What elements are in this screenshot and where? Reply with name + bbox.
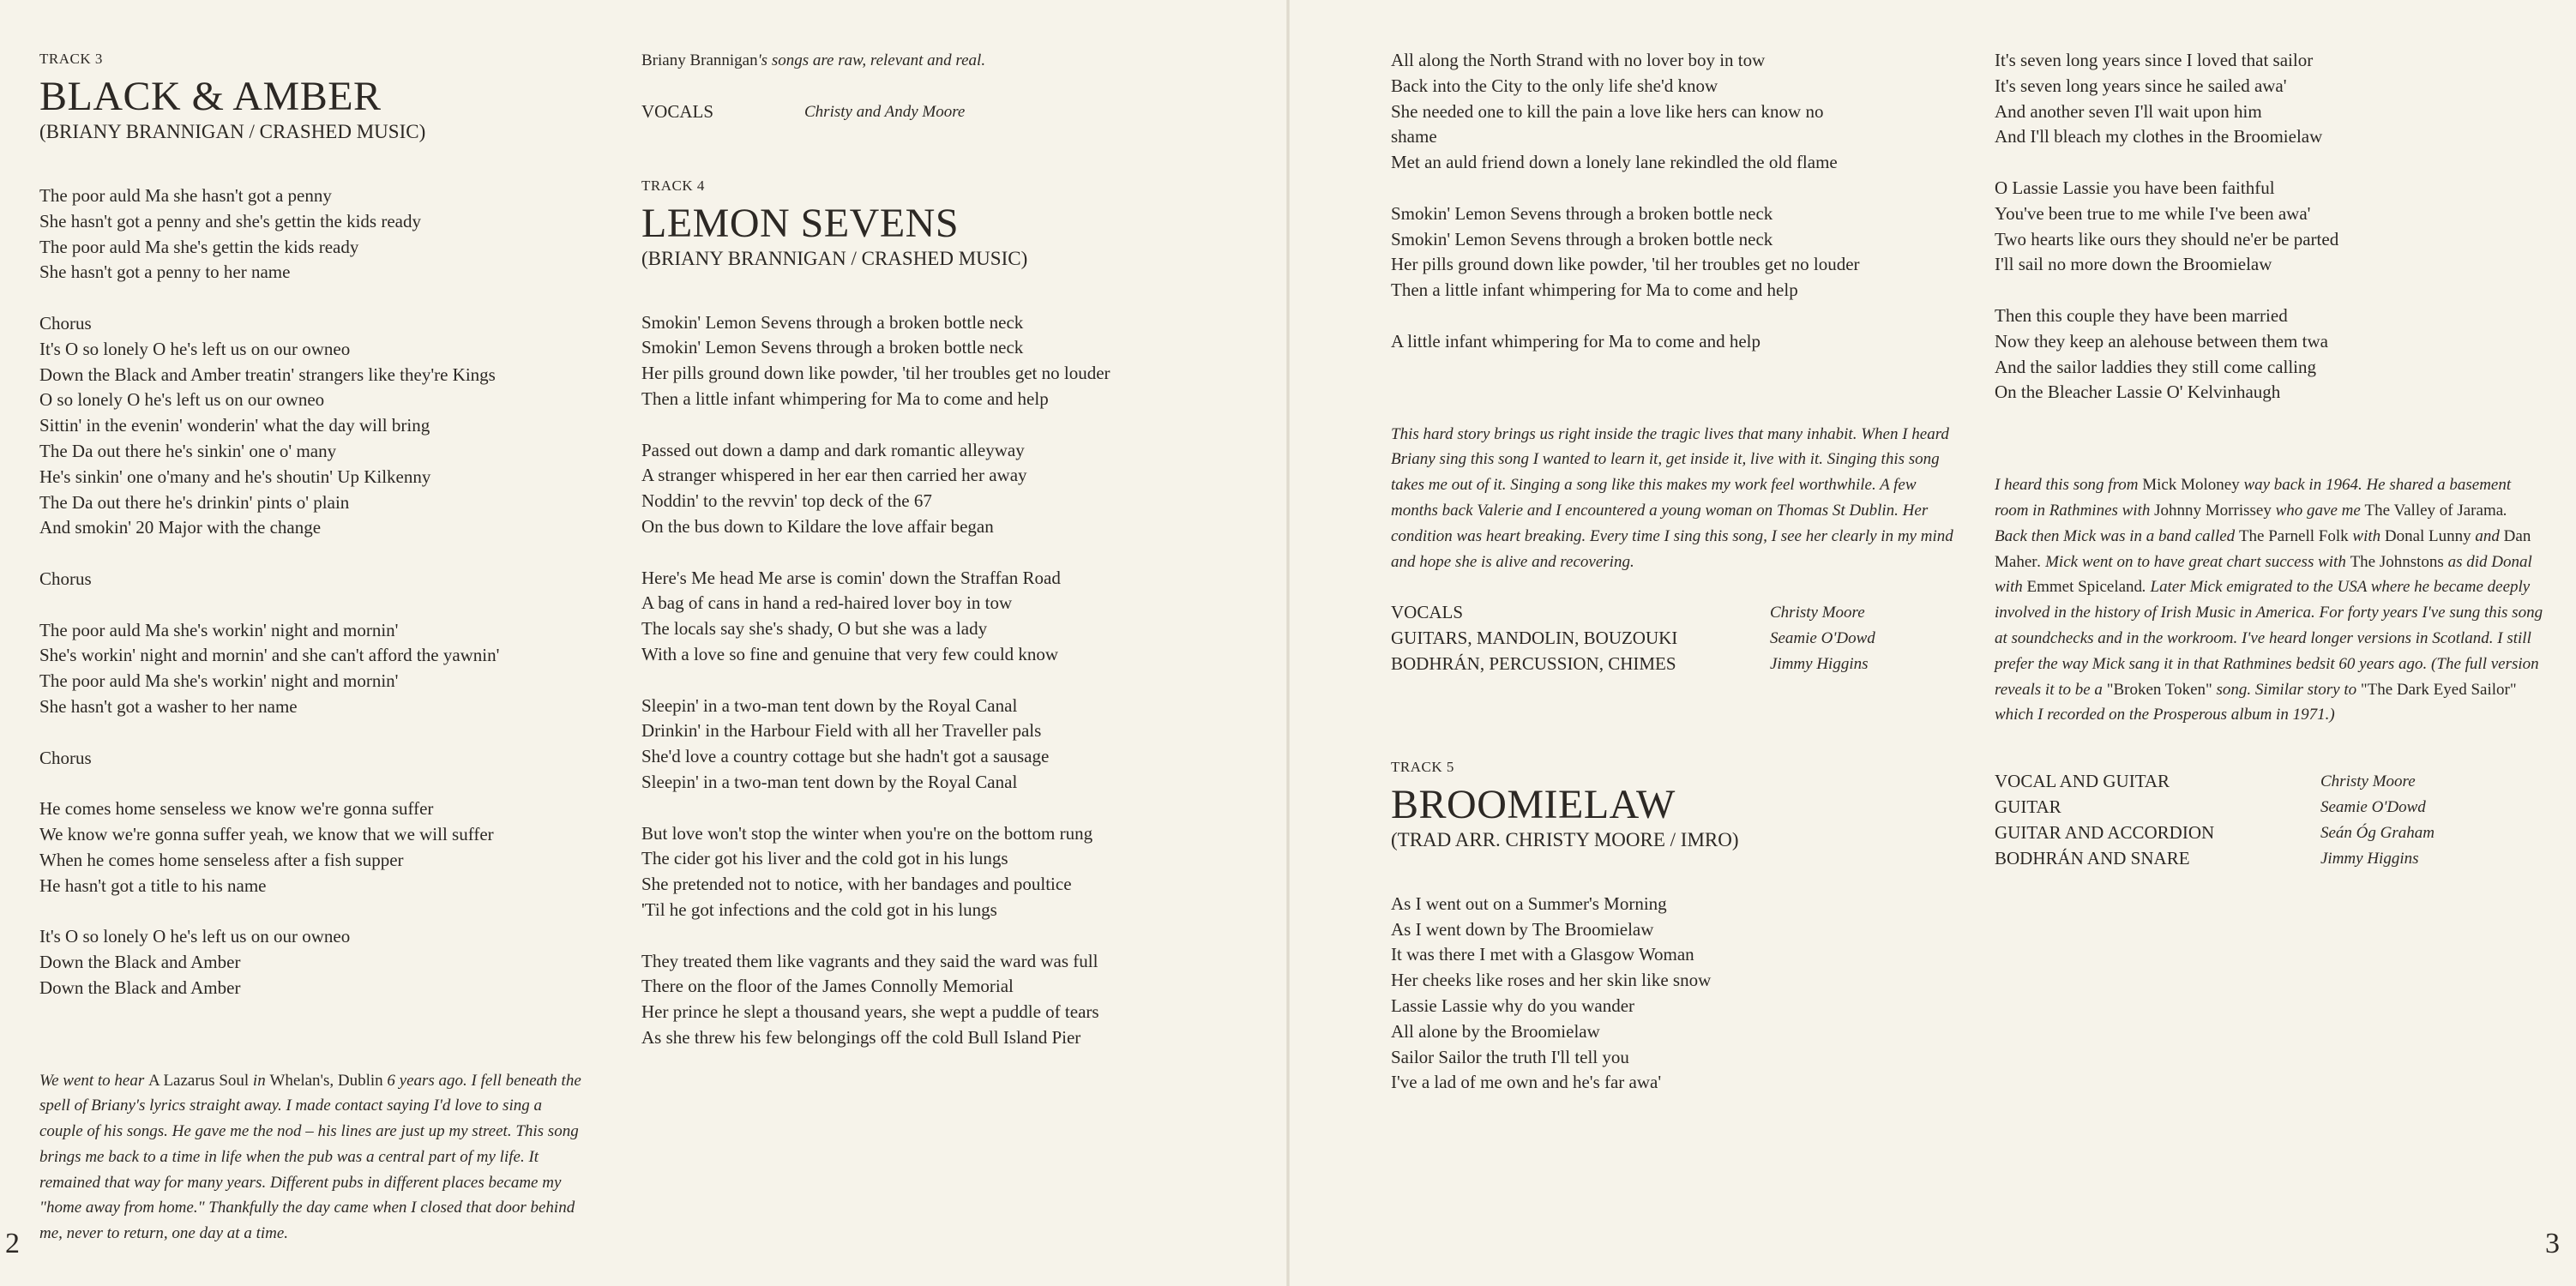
- lyric-line: As she threw his few belongings off the cold Bull Island Pier: [641, 1026, 1081, 1048]
- lyric-line: Lassie Lassie why do you wander: [1391, 995, 1635, 1016]
- lyric-line: But love won't stop the winter when you're on the bottom rung: [641, 822, 1093, 844]
- note-text: in: [249, 1071, 270, 1090]
- lyric-line: shame: [1391, 126, 1437, 147]
- lyric-line: Her pills ground down like powder, 'til her troubles get no louder: [1391, 254, 1860, 275]
- lyric-stanza: [641, 949, 1207, 1051]
- credit-row: [1391, 652, 1957, 677]
- lyric-line: As I went out on a Summer's Morning: [1391, 892, 1667, 914]
- lyric-line: 'Til he got infections and the cold got in his lungs: [641, 898, 997, 920]
- page-number-left: 2: [5, 1228, 20, 1259]
- track-5-credit: (TRAD ARR. CHRISTY MOORE / IMRO): [1391, 828, 1739, 850]
- lyric-line: We know we're gonna suffer yeah, we know that we will suffer: [39, 823, 494, 844]
- credit-role: VOCALS: [1391, 602, 1464, 623]
- lyric-line: O Lassie Lassie you have been faithful: [1995, 177, 2275, 198]
- lyric-stanza: [39, 924, 588, 1001]
- credit-role: GUITAR AND ACCORDION: [1995, 821, 2215, 843]
- credit-role: GUITAR: [1995, 796, 2061, 817]
- credit-row: [1995, 769, 2543, 795]
- lyric-line: It's O so lonely O he's left us on our owneo: [39, 926, 351, 947]
- lyric-line: He hasn't got a title to his name: [39, 874, 267, 896]
- track-3-label: TRACK 3: [39, 51, 103, 67]
- page-number-right: 3: [2545, 1228, 2560, 1259]
- lyric-line: With a love so fine and genuine that very few could know: [641, 643, 1059, 664]
- credit-row: [1391, 600, 1957, 626]
- lyric-line: O so lonely O he's left us on our owneo: [39, 389, 325, 411]
- credit-role: BODHRÁN, PERCUSSION, CHIMES: [1391, 652, 1676, 674]
- track-5-label: TRACK 5: [1391, 758, 1454, 775]
- track-4-title: LEMON SEVENS: [641, 200, 960, 246]
- lyric-line: When he comes home senseless after a fish supper: [39, 849, 404, 870]
- note-name: Johnny Morrissey: [2154, 501, 2272, 520]
- track-5-title: BROOMIELAW: [1391, 781, 1676, 827]
- track-3-note: [39, 1068, 588, 1247]
- credit-role: VOCAL AND GUITAR: [1995, 771, 2170, 792]
- note-text: as did Donal with: [1995, 552, 2532, 597]
- lyric-line: She'd love a country cottage but she hadn't got a sausage: [641, 746, 1050, 767]
- lyric-line: Sailor Sailor the truth I'll tell you: [1391, 1046, 1629, 1067]
- lyric-line: And another seven I'll wait upon him: [1995, 100, 2262, 122]
- note-name: Dan Maher: [1995, 526, 2531, 571]
- lyric-stanza: [39, 183, 588, 285]
- lyric-line: Her cheeks like roses and her skin like snow: [1391, 970, 1712, 991]
- lyric-stanza: [1391, 201, 1957, 303]
- lyric-line: It's seven long years since he sailed awa': [1995, 75, 2287, 96]
- lyric-line: Chorus: [39, 568, 92, 589]
- lyric-line: Down the Black and Amber: [39, 951, 241, 972]
- credit-role: GUITARS, MANDOLIN, BOUZOUKI: [1391, 628, 1678, 649]
- lyric-line: Down the Black and Amber treatin' strangers like they're Kings: [39, 364, 496, 385]
- lyric-line: I'll sail no more down the Broomielaw: [1995, 254, 2272, 275]
- lyric-line: He comes home senseless we know we're gonna suffer: [39, 798, 434, 820]
- column-2: [641, 48, 1207, 1051]
- lyric-line: It's O so lonely O he's left us on our owneo: [39, 338, 351, 359]
- credit-name: Seamie O'Dowd: [2320, 797, 2426, 816]
- credit-name: Christy Moore: [2320, 772, 2416, 791]
- lyric-line: The poor auld Ma she's gettin the kids ready: [39, 236, 359, 257]
- note-name: "Broken Token": [2106, 680, 2212, 699]
- note-text: which I recorded on the Prosperous album in 1971.): [1995, 706, 2335, 724]
- lyric-line: Chorus: [39, 312, 92, 334]
- lyric-line: Then a little infant whimpering for Ma to come and help: [641, 388, 1049, 409]
- column-3: [1391, 48, 1957, 1096]
- lyric-line: Down the Black and Amber: [39, 977, 241, 998]
- note-text: . Back then Mick was in a band called: [1995, 501, 2507, 545]
- credit-name: Christy Moore: [1770, 604, 1865, 622]
- lyric-line: Drinkin' in the Harbour Field with all her Traveller pals: [641, 720, 1042, 742]
- lyric-line: You've been true to me while I've been awa': [1995, 202, 2311, 224]
- lyric-line: Chorus: [39, 747, 92, 768]
- lyric-line: Sleepin' in a two-man tent down by the Royal Canal: [641, 694, 1018, 716]
- lyric-line: There on the floor of the James Connolly Memorial: [641, 976, 1014, 997]
- lyric-stanza: [1391, 892, 1957, 1096]
- page-spine: [1286, 0, 1290, 1286]
- note-name: Whelan's, Dublin: [269, 1071, 383, 1090]
- column-4: [1995, 48, 2543, 871]
- lyric-line: Then this couple they have been married: [1995, 304, 2288, 326]
- note-text: and: [2471, 526, 2504, 545]
- lyric-line: Two hearts like ours they should ne'er be parted: [1995, 228, 2339, 249]
- lyric-line: The poor auld Ma she's workin' night and mornin': [39, 619, 399, 640]
- lyric-line: On the bus down to Kildare the love affair began: [641, 515, 994, 537]
- lyric-stanza: [1995, 303, 2543, 406]
- track-5-note: [1995, 472, 2543, 728]
- note-name: The Johnstons: [2350, 552, 2444, 571]
- lyric-line: And I'll bleach my clothes in the Broomielaw: [1995, 126, 2323, 147]
- track-3-note-continued: [641, 48, 1207, 74]
- lyric-line: A stranger whispered in her ear then carried her away: [641, 465, 1027, 486]
- lyric-stanza: [641, 566, 1207, 668]
- note-text: 6 years ago. I fell beneath the spell of Briany's lyrics straight away. I made contact saying I'd love to sing a couple of his songs. He gave me the nod – his lines are just up my street. This song brings me back to a time in life when the pub was a central part of my life. It remained that way for many years. Different pubs in different places became my "home away from home." Thankfully the day came when I closed that door behind me, never to return, one day at a time.: [39, 1071, 581, 1243]
- credit-name: Seán Óg Graham: [2320, 823, 2435, 842]
- track-4-note: This hard story brings us right inside the tragic lives that many inhabit. When I heard Briany sing this song I wanted to learn it, get inside it, live with it. Singing this song takes me out of it. Singing a song like this makes my work feel worthwhile. A few months back Valerie and I encountered a young woman on Thomas St Dublin. Her condition was heart breaking. Every time I sing this song, I see her clearly in my mind and hope she is alive and recovering.: [1391, 424, 1953, 571]
- lyric-line: She needed one to kill the pain a love like hers can know no: [1391, 100, 1824, 122]
- lyric-line: He's sinkin' one o'many and he's shoutin' Up Kilkenny: [39, 466, 431, 487]
- note-name: Briany Brannigan: [641, 51, 758, 69]
- note-text: We went to hear: [39, 1071, 149, 1090]
- lyric-line: They treated them like vagrants and they said the ward was full: [641, 950, 1098, 971]
- lyric-line: Noddin' to the revvin' top deck of the 67: [641, 490, 932, 512]
- lyric-line: The poor auld Ma she's workin' night and mornin': [39, 670, 399, 692]
- track-4-credit: (BRIANY BRANNIGAN / CRASHED MUSIC): [641, 247, 1028, 269]
- note-text: with: [2348, 526, 2385, 545]
- lyric-stanza: [1391, 48, 1957, 176]
- lyric-line: On the Bleacher Lassie O' Kelvinhaugh: [1995, 382, 2281, 403]
- credit-name: Jimmy Higgins: [2320, 849, 2419, 868]
- note-text: who gave me: [2271, 501, 2365, 520]
- note-name: The Parnell Folk: [2238, 526, 2349, 545]
- lyric-line: And the sailor laddies they still come calling: [1995, 356, 2316, 377]
- credit-row: [1995, 820, 2543, 846]
- lyric-line: She hasn't got a washer to her name: [39, 695, 298, 717]
- lyric-line: A bag of cans in hand a red-haired lover boy in tow: [641, 592, 1013, 614]
- track-3-credit: (BRIANY BRANNIGAN / CRASHED MUSIC): [39, 121, 426, 142]
- note-text: I heard this song from: [1995, 476, 2143, 495]
- lyric-line: It was there I met with a Glasgow Woman: [1391, 944, 1694, 965]
- credit-row: [1995, 846, 2543, 872]
- lyric-line: The poor auld Ma she hasn't got a penny: [39, 185, 332, 206]
- note-text: way back in 1964. He shared a basement room in Rathmines with: [1995, 476, 2512, 520]
- lyric-line: Sleepin' in a two-man tent down by the Royal Canal: [641, 771, 1018, 792]
- note-name: Mick Moloney: [2142, 476, 2240, 495]
- lyric-line: Back into the City to the only life she'd know: [1391, 75, 1718, 96]
- lyric-stanza: [39, 311, 588, 541]
- lyric-line: All along the North Strand with no lover boy in tow: [1391, 50, 1766, 70]
- lyric-line: As I went down by The Broomielaw: [1391, 918, 1654, 940]
- lyric-stanza: [1391, 329, 1957, 355]
- lyric-line: The cider got his liver and the cold got in his lungs: [641, 848, 1008, 869]
- lyric-line: Now they keep an alehouse between them twa: [1995, 330, 2328, 352]
- lyric-line: It's seven long years since I loved that sailor: [1995, 50, 2314, 70]
- lyric-stanza: [641, 821, 1207, 923]
- note-name: The Valley of Jarama: [2364, 501, 2504, 520]
- lyric-stanza: [641, 694, 1207, 796]
- note-text: 's songs are raw, relevant and real.: [757, 51, 986, 69]
- lyric-line: Her prince he slept a thousand years, she wept a puddle of tears: [641, 1001, 1099, 1023]
- credit-name: Christy and Andy Moore: [804, 102, 966, 121]
- lyric-line: Smokin' Lemon Sevens through a broken bottle neck: [1391, 202, 1773, 224]
- lyric-line: She hasn't got a penny and she's gettin the kids ready: [39, 210, 421, 231]
- credit-row: [1995, 795, 2543, 820]
- lyric-stanza: [39, 618, 588, 720]
- track-3-title: BLACK & AMBER: [39, 74, 382, 119]
- credit-name: Jimmy Higgins: [1770, 654, 1869, 673]
- note-text: song. Similar story to: [2212, 680, 2361, 699]
- lyric-stanza: [39, 567, 588, 592]
- lyric-line: Smokin' Lemon Sevens through a broken bottle neck: [1391, 228, 1773, 249]
- credit-role: VOCALS: [641, 100, 714, 122]
- credit-name: Seamie O'Dowd: [1770, 629, 1875, 648]
- note-name: "The Dark Eyed Sailor": [2360, 680, 2517, 699]
- lyric-line: She hasn't got a penny to her name: [39, 261, 291, 283]
- lyric-stanza: [39, 746, 588, 772]
- lyric-line: A little infant whimpering for Ma to come and help: [1391, 330, 1760, 352]
- lyric-stanza: [1995, 176, 2543, 278]
- note-name: A Lazarus Soul: [148, 1071, 250, 1090]
- lyric-line: All alone by the Broomielaw: [1391, 1020, 1600, 1042]
- note-name: Emmet Spiceland: [2026, 578, 2143, 597]
- lyric-line: Met an auld friend down a lonely lane rekindled the old flame: [1391, 152, 1838, 173]
- lyric-stanza: [39, 796, 588, 898]
- credit-row: [1391, 626, 1957, 652]
- lyric-line: Sittin' in the evenin' wonderin' what the day will bring: [39, 415, 430, 436]
- lyric-line: She pretended not to notice, with her bandages and poultice: [641, 874, 1072, 895]
- lyric-line: She's workin' night and mornin' and she can't afford the yawnin': [39, 645, 500, 666]
- lyric-line: The Da out there he's sinkin' one o' many: [39, 440, 337, 461]
- lyric-line: Smokin' Lemon Sevens through a broken bottle neck: [641, 337, 1024, 358]
- lyric-line: Here's Me head Me arse is comin' down the Straffan Road: [641, 567, 1061, 588]
- lyric-line: Her pills ground down like powder, 'til her troubles get no louder: [641, 363, 1110, 384]
- lyric-stanza: [1995, 48, 2543, 150]
- track-4-label: TRACK 4: [641, 177, 705, 194]
- lyric-line: Passed out down a damp and dark romantic alleyway: [641, 439, 1025, 460]
- lyric-line: The locals say she's shady, O but she was a lady: [641, 618, 988, 640]
- lyric-line: And smokin' 20 Major with the change: [39, 517, 322, 538]
- credit-row: [641, 99, 1207, 125]
- note-text: . Mick went on to have great chart success with: [2037, 552, 2350, 571]
- lyric-stanza: [641, 310, 1207, 412]
- note-text: . Later Mick emigrated to the USA where he became deeply involved in the history of Irish Music in America. For forty years I've sung this song at soundchecks and in the workroom. I've heard longer versions in Scotland. I still prefer the way Mick sang it in that Rathmines bedsit 60 years ago. (The full version reveals it to be a: [1995, 578, 2543, 699]
- column-1: [39, 48, 588, 1247]
- lyric-line: Then a little infant whimpering for Ma to come and help: [1391, 279, 1798, 301]
- note-name: Donal Lunny: [2384, 526, 2471, 545]
- lyric-stanza: [641, 438, 1207, 540]
- credit-role: BODHRÁN AND SNARE: [1995, 847, 2190, 868]
- lyric-line: Smokin' Lemon Sevens through a broken bottle neck: [641, 311, 1024, 333]
- lyric-line: The Da out there he's drinkin' pints o' plain: [39, 491, 350, 513]
- lyric-line: I've a lad of me own and he's far awa': [1391, 1072, 1662, 1093]
